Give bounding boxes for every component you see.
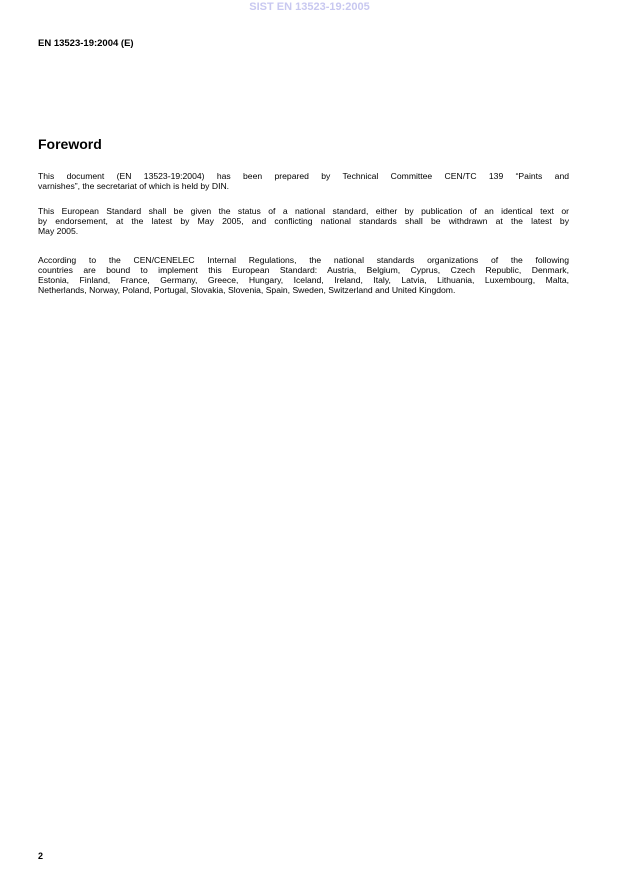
text-line: Estonia, Finland, France, Germany, Greece, Hungary, Iceland, Ireland, Italy, Latvia, Lithuania, Luxembourg, Malta, bbox=[38, 275, 569, 285]
text-line: Netherlands, Norway, Poland, Portugal, Slovakia, Slovenia, Spain, Sweden, Switzerland and United Kingdom. bbox=[38, 285, 456, 295]
text-line: countries are bound to implement this European Standard: Austria, Belgium, Cyprus, Czech Republic, Denmark, bbox=[38, 265, 569, 275]
watermark: SIST EN 13523-19:2005 bbox=[249, 1, 370, 13]
page-number: 2 bbox=[38, 851, 44, 861]
text-line: According to the CEN/CENELEC Internal Regulations, the national standards organizations of the following bbox=[38, 255, 569, 265]
paragraph-1 bbox=[38, 171, 569, 191]
document-header: EN 13523-19:2004 (E) bbox=[38, 38, 134, 49]
paragraph-3 bbox=[38, 255, 569, 295]
section-title: Foreword bbox=[38, 136, 102, 152]
text-line: This document (EN 13523-19:2004) has been prepared by Technical Committee CEN/TC 139 “Paints and bbox=[38, 171, 569, 181]
text-line: May 2005. bbox=[38, 226, 79, 236]
text-line: This European Standard shall be given the status of a national standard, either by publication of an identical text or bbox=[38, 206, 569, 216]
paragraph-2 bbox=[38, 206, 569, 236]
text-line: varnishes”, the secretariat of which is held by DIN. bbox=[38, 181, 230, 191]
text-line: by endorsement, at the latest by May 2005, and conflicting national standards shall be withdrawn at the latest by bbox=[38, 216, 569, 226]
